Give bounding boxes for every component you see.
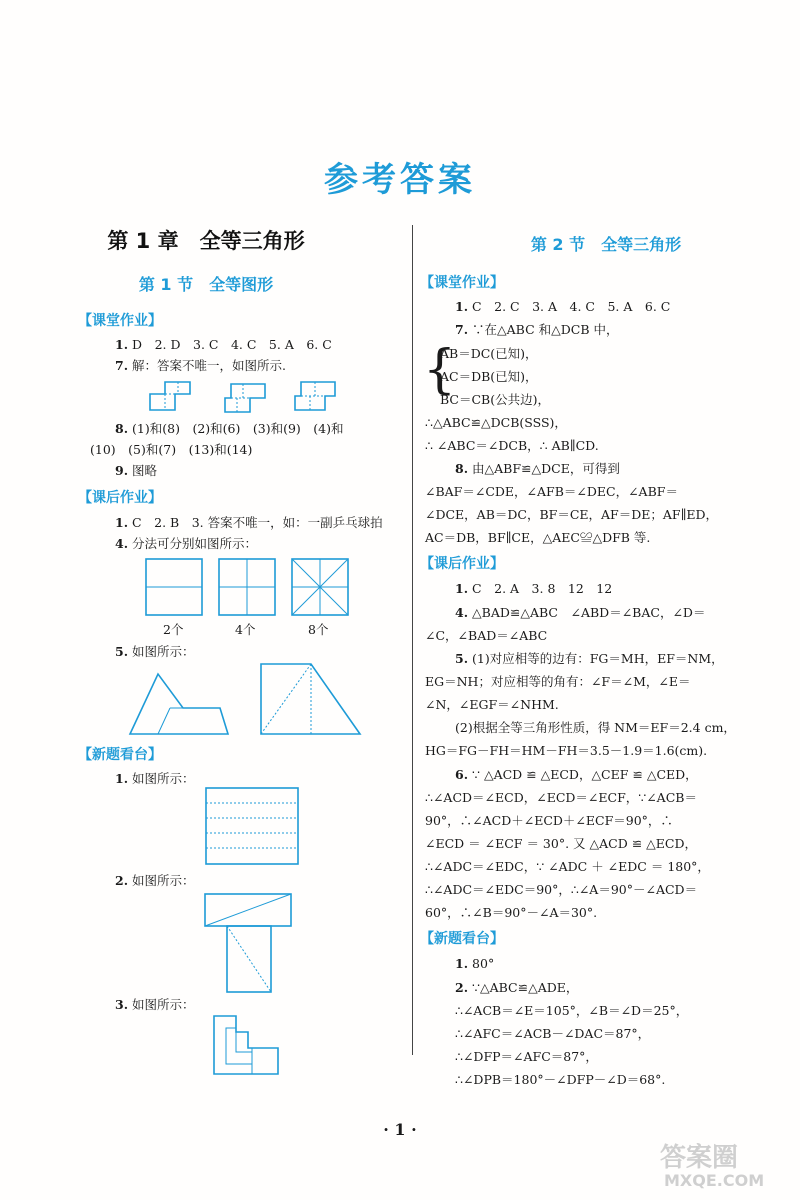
right-after-line-1: 1. C 2. A 3. 8 12 12 — [455, 581, 613, 596]
caption-8-parts: 8个 — [308, 622, 329, 637]
right-class-line-9: ∠BAF＝∠CDE，∠AFB＝∠DEC，∠ABF＝ — [425, 484, 678, 499]
right-after-line-6: ∠N，∠EGF＝∠NHM. — [425, 697, 559, 712]
left-class-line-3: 8. (1)和(8) (2)和(6) (3)和(9) (4)和 — [115, 421, 344, 436]
right-new-line-1: 1. 80° — [455, 956, 495, 971]
system-brace: { — [423, 340, 457, 400]
left-new-line-1: 1. 如图所示： — [115, 771, 195, 786]
right-tag-new-problems: 【新题看台】 — [420, 931, 504, 947]
caption-2-parts: 2个 — [163, 622, 184, 637]
q5-shapes-figure — [128, 662, 368, 740]
right-class-line-5: BC＝CB(公共边)， — [440, 392, 550, 407]
left-tag-new-problems: 【新题看台】 — [78, 747, 162, 763]
right-tag-after-class: 【课后作业】 — [420, 556, 504, 572]
left-class-line-1: 1. D 2. D 3. C 4. C 5. A 6. C — [115, 337, 332, 352]
left-class-line-4: (10) (5)和(7) (13)和(14) — [90, 442, 253, 457]
right-new-line-4: ∴∠AFC＝∠ACB－∠DAC＝87°， — [455, 1026, 651, 1041]
left-tag-after-class: 【课后作业】 — [78, 490, 162, 506]
left-section-heading: 第 1 节 全等图形 — [138, 275, 274, 294]
right-after-line-12: ∠ECD ＝ ∠ECF ＝ 30°. 又 △ACD ≌ △ECD， — [425, 836, 697, 851]
right-class-line-8: 8. 由△ABF≌△DCE，可得到 — [455, 461, 620, 476]
right-class-line-2: 7. ∵在△ABC 和△DCB 中， — [455, 322, 619, 337]
right-section-heading: 第 2 节 全等三角形 — [530, 235, 682, 254]
left-new-line-3: 3. 如图所示： — [115, 997, 195, 1012]
caption-4-parts: 4个 — [235, 622, 256, 637]
right-after-line-11: 90°，∴∠ACD＋∠ECD＋∠ECF＝90°，∴ — [425, 813, 673, 828]
right-class-line-4: AC＝DB(已知)， — [440, 369, 538, 384]
svg-text:MXQE.COM: MXQE.COM — [664, 1171, 765, 1190]
right-new-line-2: 2. ∵△ABC≌△ADE， — [455, 980, 579, 995]
left-new-line-2: 2. 如图所示： — [115, 873, 195, 888]
right-after-line-3: ∠C，∠BAD＝∠ABC — [425, 628, 548, 643]
right-tag-class-work: 【课堂作业】 — [420, 275, 504, 291]
left-after-line-2: 4. 分法可分别如图所示： — [115, 536, 258, 551]
left-after-line-3: 5. 如图所示： — [115, 644, 195, 659]
new-q3-figure — [212, 1014, 282, 1078]
right-after-line-4: 5. (1)对应相等的边有：FG＝MH，EF＝NM， — [455, 651, 724, 666]
right-class-line-3: AB＝DC(已知)， — [440, 346, 538, 361]
right-class-line-7: ∴ ∠ABC＝∠DCB，∴ AB∥CD. — [425, 438, 599, 453]
right-after-line-13: ∴∠ADC＝∠EDC，∵ ∠ADC ＋ ∠EDC ＝ 180°， — [425, 859, 710, 874]
svg-text:答案圈: 答案圈 — [660, 1143, 739, 1173]
left-class-line-2: 7. 解：答案不唯一，如图所示. — [115, 358, 287, 373]
q7-net-figures — [145, 378, 345, 416]
right-after-line-7: (2)根据全等三角形性质，得 NM＝EF＝2.4 cm， — [455, 720, 736, 735]
right-after-line-9: 6. ∵ △ACD ≌ △ECD，△CEF ≌ △CED， — [455, 767, 698, 782]
right-new-line-3: ∴∠ACB＝∠E＝105°，∠B＝∠D＝25°， — [455, 1003, 689, 1018]
right-class-line-1: 1. C 2. C 3. A 4. C 5. A 6. C — [455, 299, 671, 314]
new-q1-rectangle-figure — [205, 787, 301, 867]
right-after-line-15: 60°，∴∠B＝90°－∠A＝30°. — [425, 905, 598, 920]
right-after-line-8: HG＝FG－FH＝HM－FH＝3.5－1.9＝1.6(cm). — [425, 743, 708, 758]
right-after-line-5: EG＝NH；对应相等的角有：∠F＝∠M，∠E＝ — [425, 674, 691, 689]
right-class-line-10: ∠DCE，AB＝DC，BF＝CE，AF＝DE；AF∥ED， — [425, 507, 718, 522]
page-title: 参考答案 — [324, 160, 476, 200]
q4-division-figures — [144, 557, 364, 617]
page-number: · 1 · — [383, 1120, 417, 1139]
left-class-line-5: 9. 图略 — [115, 463, 158, 478]
right-new-line-5: ∴∠DFP＝∠AFC＝87°， — [455, 1049, 598, 1064]
watermark-logo — [656, 1136, 786, 1192]
left-tag-class-work: 【课堂作业】 — [78, 313, 162, 329]
left-after-line-1: 1. C 2. B 3. 答案不唯一，如：一副乒乓球拍 — [115, 515, 383, 530]
right-class-line-11: AC＝DB，BF∥CE，△AEC≌△DFB 等. — [425, 530, 651, 545]
right-after-line-14: ∴∠ADC＝∠EDC＝90°，∴∠A＝90°－∠ACD＝ — [425, 882, 698, 897]
right-class-line-6: ∴△ABC≌△DCB(SSS)， — [425, 415, 567, 430]
right-after-line-10: ∴∠ACD＝∠ECD，∠ECD＝∠ECF，∵∠ACB＝ — [425, 790, 697, 805]
new-q2-figure — [203, 892, 295, 996]
column-divider — [412, 225, 413, 1055]
chapter-heading: 第 1 章 全等三角形 — [107, 229, 305, 253]
right-new-line-6: ∴∠DPB＝180°－∠DFP－∠D＝68°. — [455, 1072, 666, 1087]
right-after-line-2: 4. △BAD≌△ABC ∠ABD＝∠BAC，∠D＝ — [455, 605, 706, 620]
